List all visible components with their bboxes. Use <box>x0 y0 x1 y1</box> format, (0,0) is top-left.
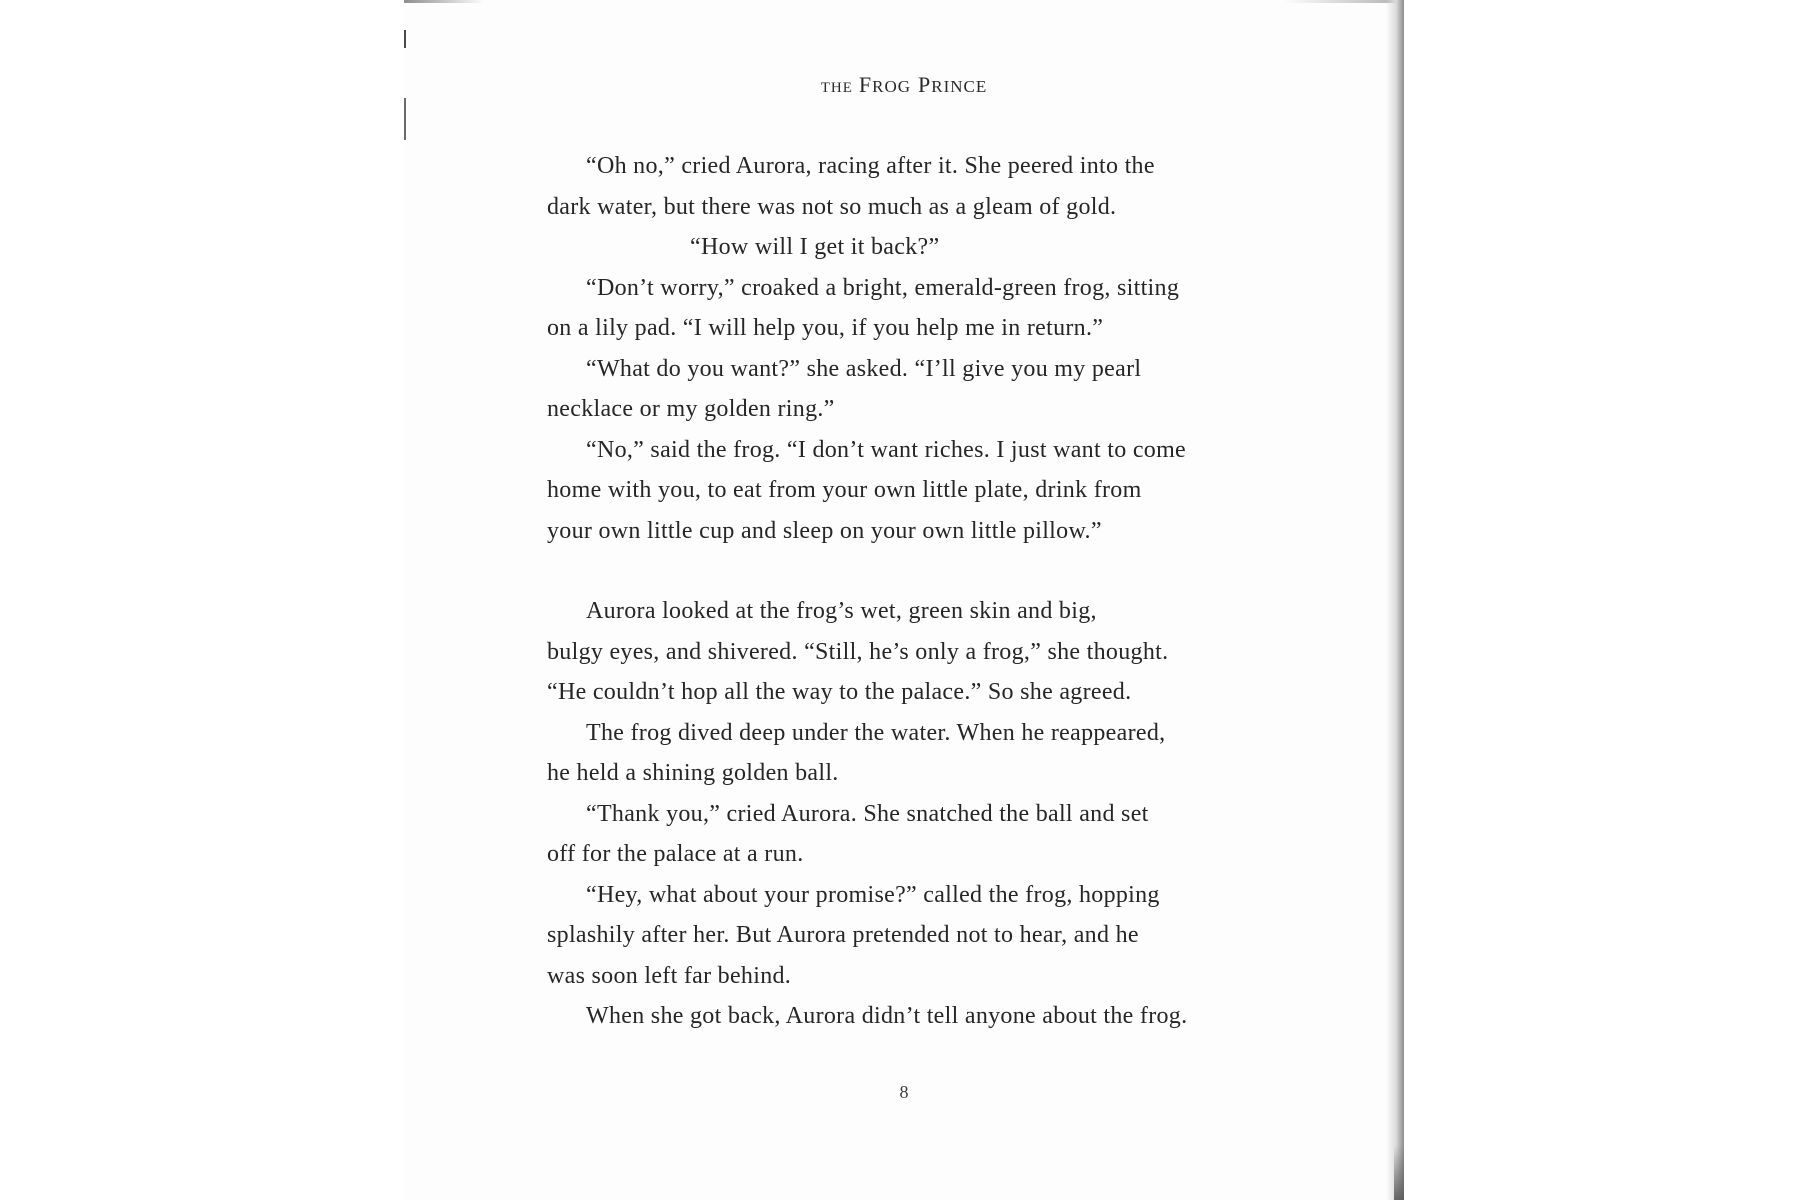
page-corner-shadow <box>1394 1145 1404 1200</box>
running-head-initial: P <box>918 72 932 97</box>
text-line: “How will I get it back?” <box>690 234 940 260</box>
text-line: he held a shining golden ball. <box>547 760 839 786</box>
book-page <box>404 0 1404 1200</box>
text-line: dark water, but there was not so much as a gleam of gold. <box>547 193 1117 220</box>
text-line: Aurora looked at the frog’s wet, green skin and big, <box>586 598 1097 624</box>
running-head-article: THE <box>820 80 853 96</box>
text-line: on a lily pad. “I will help you, if you help me in return.” <box>547 315 1104 341</box>
text-line: The frog dived deep under the water. When he reappeared, <box>586 719 1166 746</box>
text-line: home with you, to eat from your own little plate, drink from <box>547 477 1142 503</box>
page-edge-mark <box>404 30 406 48</box>
text-line: your own little cup and sleep on your own little pillow.” <box>547 517 1102 544</box>
text-line: necklace or my golden ring.” <box>547 396 835 422</box>
body-text <box>547 146 1267 1037</box>
text-line: “Thank you,” cried Aurora. She snatched the ball and set <box>586 800 1149 827</box>
text-line: “He couldn’t hop all the way to the palace.” So she agreed. <box>547 679 1132 705</box>
text-line: splashily after her. But Aurora pretended not to hear, and he <box>547 922 1139 948</box>
text-line: “No,” said the frog. “I don’t want riches. I just want to come <box>586 436 1186 463</box>
page-edge-mark <box>404 98 406 140</box>
paragraph-break <box>547 551 1267 591</box>
binding-gutter-shadow <box>1386 0 1404 1200</box>
running-head-title <box>404 72 1404 98</box>
text-line: was soon left far behind. <box>547 962 792 989</box>
text-line: off for the palace at a run. <box>547 841 804 867</box>
text-line: “Don’t worry,” croaked a bright, emerald-green frog, sitting <box>586 274 1180 301</box>
text-line: “Hey, what about your promise?” called the frog, hopping <box>586 881 1160 908</box>
page-top-edge-shadow <box>404 0 484 3</box>
page-number: 8 <box>899 1082 909 1102</box>
running-head-word: RINCE <box>931 77 988 96</box>
running-head-word: ROG <box>872 77 912 96</box>
running-head-initial: F <box>858 72 873 97</box>
text-line: “What do you want?” she asked. “I’ll give you my pearl <box>586 355 1142 382</box>
text-line: “Oh no,” cried Aurora, racing after it. She peered into the <box>586 153 1155 179</box>
text-line: bulgy eyes, and shivered. “Still, he’s only a frog,” she thought. <box>547 638 1169 665</box>
text-line: When she got back, Aurora didn’t tell anyone about the frog. <box>586 1003 1188 1029</box>
